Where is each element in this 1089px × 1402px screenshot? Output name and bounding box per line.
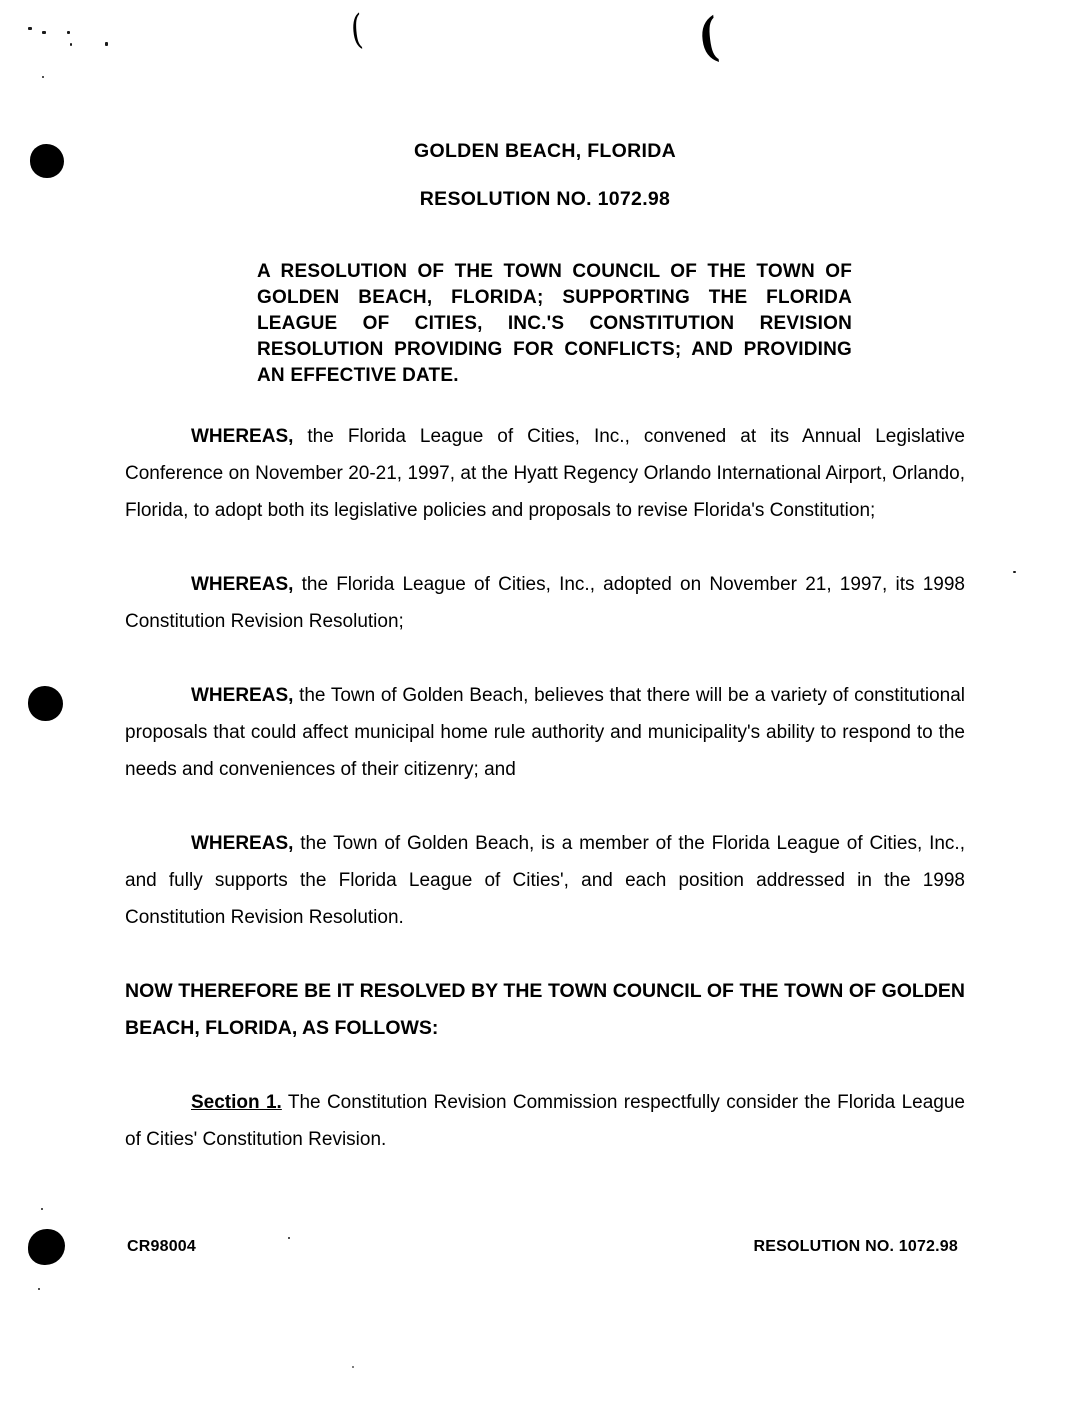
whereas-text: the Town of Golden Beach, believes that there will be a variety of constitutional proposals that could affect municipal home rule authority and municipality's ability to respond to the needs and conveniences of their citizenry; and — [125, 685, 965, 780]
resolution-caption: A RESOLUTION OF THE TOWN COUNCIL OF THE TOWN OF GOLDEN BEACH, FLORIDA; SUPPORTING THE FLORIDA LEAGUE OF CITIES, INC.'S CONSTITUTION REVISION RESOLUTION PROVIDING FOR CONFLICTS; AND PROVIDING AN EFFECTIVE DATE. — [257, 261, 852, 386]
whereas-text: the Florida League of Cities, Inc., adopted on November 21, 1997, its 1998 Constitution Revision Resolution; — [125, 574, 965, 632]
scan-speckle — [42, 76, 44, 78]
scan-speckle — [28, 27, 32, 30]
page-footer — [127, 1238, 958, 1256]
whereas-paragraph-2 — [125, 566, 965, 640]
scan-speckle — [1013, 571, 1016, 573]
scan-speckle — [67, 31, 70, 34]
hole-punch-mark — [28, 1229, 65, 1265]
scan-stray-mark: ( — [348, 6, 365, 54]
footer-resolution-ref: RESOLUTION NO. 1072.98 — [753, 1238, 958, 1255]
footer-doc-code: CR98004 — [127, 1238, 197, 1255]
resolved-clause: NOW THEREFORE BE IT RESOLVED BY THE TOWN COUNCIL OF THE TOWN OF GOLDEN BEACH, FLORIDA, AS FOLLOWS: — [125, 980, 965, 1039]
section-1-text: The Constitution Revision Commission respectfully consider the Florida League of Cities' Constitution Revision. — [125, 1092, 965, 1150]
section-1-lead: Section 1. — [191, 1092, 282, 1113]
whereas-lead: WHEREAS, — [191, 833, 294, 854]
hole-punch-mark — [28, 686, 63, 721]
resolution-number-heading: RESOLUTION NO. 1072.98 — [419, 188, 671, 210]
whereas-lead: WHEREAS, — [191, 426, 294, 447]
hole-punch-mark — [30, 144, 64, 178]
scan-speckle — [41, 1208, 43, 1210]
scan-speckle — [42, 31, 46, 34]
whereas-paragraph-3 — [125, 677, 965, 788]
whereas-paragraph-4 — [125, 825, 965, 936]
whereas-text: the Town of Golden Beach, is a member of the Florida League of Cities, Inc., and fully supports the Florida League of Cities', and each position addressed in the 1998 Constitution Revision Resolution. — [125, 833, 965, 928]
whereas-lead: WHEREAS, — [191, 685, 294, 706]
section-1-paragraph — [125, 1084, 965, 1158]
scan-speckle — [105, 42, 108, 46]
document-body — [125, 138, 965, 1195]
scan-speckle — [38, 1288, 40, 1290]
whereas-text: the Florida League of Cities, Inc., convened at its Annual Legislative Conference on November 20-21, 1997, at the Hyatt Regency Orlando International Airport, Orlando, Florida, to adopt both its legislative policies and proposals to revise Florida's Constitution; — [125, 426, 965, 521]
whereas-paragraph-1 — [125, 418, 965, 529]
document-title: GOLDEN BEACH, FLORIDA — [414, 140, 676, 162]
scan-stray-mark: ( — [694, 6, 722, 69]
scan-speckle — [70, 43, 72, 46]
whereas-lead: WHEREAS, — [191, 574, 294, 595]
scan-speckle — [352, 1366, 354, 1368]
